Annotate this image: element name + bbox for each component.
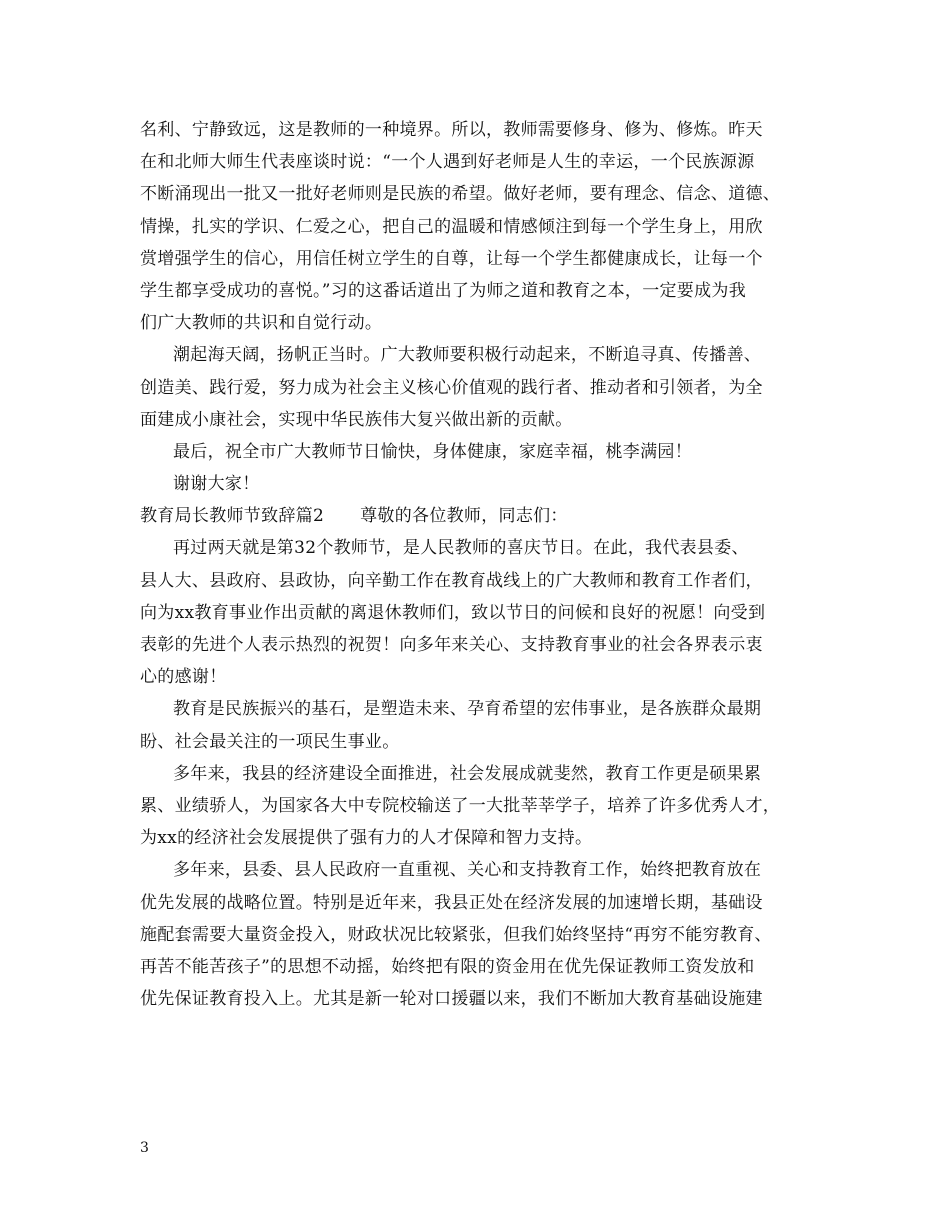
paragraph-line: 学生都享受成功的喜悦。”习的这番话道出了为师之道和教育之本，一定要成为我 xyxy=(140,280,746,301)
paragraph-line: 再苦不能苦孩子”的思想不动摇，始终把有限的资金用在优先保证教师工资发放和 xyxy=(140,956,755,977)
paragraph-line: 多年来，我县的经济建设全面推进，社会发展成就斐然，教育工作更是硕果累 xyxy=(173,763,762,784)
paragraph-line: 盼、社会最关注的一项民生事业。 xyxy=(140,731,400,752)
paragraph-line: 心的感谢！ xyxy=(140,667,227,688)
paragraph-line: 不断涌现出一批又一批好老师则是民族的希望。做好老师，要有理念、信念、道德、 xyxy=(140,184,781,205)
paragraph-line: 赏增强学生的信心，用信任树立学生的自尊，让每一个学生都健康成长，让每一个 xyxy=(140,248,763,269)
paragraph-line: 谢谢大家！ xyxy=(173,474,260,495)
paragraph-line: 优先保证教育投入上。尤其是新一轮对口援疆以来，我们不断加大教育基础设施建 xyxy=(140,989,763,1010)
paragraph-line: 优先发展的战略位置。特别是近年来，我县正处在经济发展的加速增长期，基础设 xyxy=(140,892,763,913)
paragraph-line: 表彰的先进个人表示热烈的祝贺！向多年来关心、支持教育事业的社会各界表示衷 xyxy=(140,635,763,655)
page-number: 3 xyxy=(140,1140,149,1156)
salutation: 尊敬的各位教师，同志们： xyxy=(360,506,568,527)
paragraph-line: 创造美、践行爱，努力成为社会主义核心价值观的践行者、推动者和引领者，为全 xyxy=(140,377,763,398)
paragraph-line: 面建成小康社会，实现中华民族伟大复兴做出新的贡献。 xyxy=(140,409,573,430)
paragraph-line: 名利、宁静致远，这是教师的一种境界。所以，教师需要修身、修为、修炼。昨天 xyxy=(140,120,763,140)
paragraph-line: 最后，祝全市广大教师节日愉快，身体健康，家庭幸福，桃李满园！ xyxy=(173,441,692,462)
paragraph-line: 情操，扎实的学识、仁爱之心，把自己的温暖和情感倾注到每一个学生身上，用欣 xyxy=(140,216,763,237)
paragraph-line: 县人大、县政府、县政协，向辛勤工作在教育战线上的广大教师和教育工作者们， xyxy=(140,570,763,591)
paragraph-line: 多年来，县委、县人民政府一直重视、关心和支持教育工作，始终把教育放在 xyxy=(173,860,762,881)
paragraph-line: 为xx的经济社会发展提供了强有力的人才保障和智力支持。 xyxy=(140,828,593,849)
paragraph-line: 向为xx教育事业作出贡献的离退休教师们，致以节日的问候和良好的祝愿！向受到 xyxy=(140,602,766,623)
paragraph-line: 潮起海天阔，扬帆正当时。广大教师要积极行动起来，不断追寻真、传播善、 xyxy=(173,345,762,366)
paragraph-line: 在和北师大师生代表座谈时说：“一个人遇到好老师是人生的幸运，一个民族源源 xyxy=(140,152,755,173)
paragraph-line: 们广大教师的共识和自觉行动。 xyxy=(140,313,383,334)
paragraph-line: 教育是民族振兴的基石，是塑造未来、孕育希望的宏伟事业，是各族群众最期 xyxy=(173,699,762,720)
paragraph-line: 施配套需要大量资金投入，财政状况比较紧张，但我们始终坚持“再穷不能穷教育、 xyxy=(140,924,772,945)
paragraph-line: 累、业绩骄人，为国家各大中专院校输送了一大批莘莘学子，培养了许多优秀人才， xyxy=(140,795,781,816)
section-title: 教育局长教师节致辞篇2 xyxy=(140,506,325,527)
paragraph-line: 再过两天就是第32个教师节，是人民教师的喜庆节日。在此，我代表县委、 xyxy=(173,538,749,559)
section-heading-line xyxy=(140,500,830,532)
document-body xyxy=(140,114,830,1015)
